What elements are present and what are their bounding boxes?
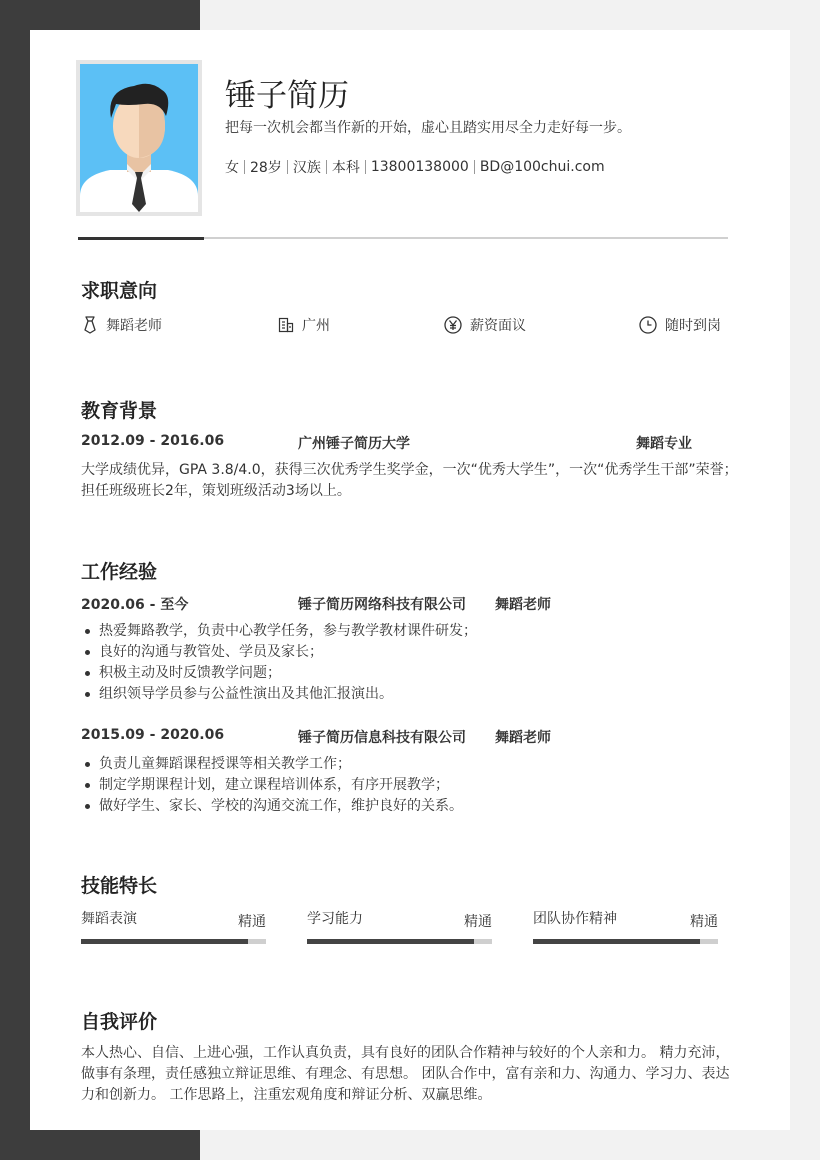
building-icon (278, 317, 294, 333)
section-title-self-evaluation: 自我评价 (81, 1011, 158, 1033)
list-item: 做好学生、家长、学校的沟通交流工作，维护良好的关系。 (81, 796, 463, 817)
info-phone: 13800138000 (370, 159, 469, 175)
avatar-icon (80, 64, 198, 212)
list-item: 制定学期课程计划，建立课程培训体系，有序开展教学； (81, 775, 463, 796)
section-title-education: 教育背景 (81, 400, 158, 422)
self-evaluation-text: 本人热心、自信、上进心强，工作认真负责，具有良好的团队合作精神与较好的个人亲和力。 精力充沛，做事有条理，责任感独立辩证思维、有理念、有思想。 团队合作中，富有亲和力、沟通力、学习力、表达力和创新力。 工作思路上，注重宏观角度和辩证分析、双赢思维。 (81, 1045, 730, 1103)
yen-icon (444, 316, 462, 334)
skill-level: 精通 (690, 914, 718, 930)
skill-bar-track (307, 939, 492, 944)
resume-motto: 把每一次机会都当作新的开始，虚心且踏实用尽全力走好每一步。 (225, 120, 631, 136)
skill-level: 精通 (238, 914, 266, 930)
info-email: BD@100chui.com (479, 159, 605, 175)
section-title-skills: 技能特长 (81, 875, 158, 897)
info-ethnicity: 汉族 (292, 160, 321, 176)
skill-level: 精通 (464, 914, 492, 930)
skill-bar-track (533, 939, 718, 944)
list-item: 负责儿童舞蹈课程授课等相关教学工作； (81, 754, 463, 775)
intent-availability (639, 315, 721, 335)
job-bullets (81, 621, 477, 705)
skill-name: 舞蹈表演 (81, 911, 137, 927)
personal-info (225, 157, 605, 177)
intent-salary-label: 薪资面议 (470, 318, 526, 334)
clock-icon (639, 316, 657, 334)
education-period: 2012.09 - 2016.06 (81, 433, 225, 449)
info-separator (287, 160, 288, 174)
list-item: 热爱舞路教学，负责中心教学任务，参与教学教材课件研发； (81, 621, 477, 642)
education-description: 大学成绩优异，GPA 3.8/4.0，获得三次优秀学生奖学金，一次“优秀大学生”，一次“优秀学生干部”荣誉；担任班级班长2年，策划班级活动3场以上。 (81, 462, 738, 499)
education-major: 舞蹈专业 (636, 436, 692, 452)
info-gender: 女 (225, 160, 239, 176)
list-item: 良好的沟通与教管处、学员及家长； (81, 642, 477, 663)
skill-name: 团队协作精神 (533, 911, 617, 927)
intent-city-label: 广州 (302, 318, 330, 334)
tie-icon (82, 316, 98, 334)
job-bullets (81, 754, 463, 817)
info-separator (365, 160, 366, 174)
list-item: 积极主动及时反馈教学问题； (81, 663, 477, 684)
section-title-intent: 求职意向 (81, 280, 158, 302)
info-age: 28岁 (250, 160, 282, 176)
profile-photo (76, 60, 202, 216)
section-title-work: 工作经验 (81, 561, 158, 583)
resume-page (30, 30, 790, 1130)
intent-position (82, 315, 162, 335)
job-period: 2015.09 - 2020.06 (81, 727, 225, 743)
info-degree: 本科 (331, 160, 360, 176)
skill-bar-track (81, 939, 266, 944)
skill-bar-fill (307, 939, 474, 944)
list-item: 组织领导学员参与公益性演出及其他汇报演出。 (81, 684, 477, 705)
education-school: 广州锤子简历大学 (298, 436, 410, 452)
intent-availability-label: 随时到岗 (665, 318, 721, 334)
resume-name: 锤子简历 (225, 78, 349, 114)
job-period: 2020.06 - 至今 (81, 597, 189, 613)
intent-salary (444, 315, 526, 335)
job-company: 锤子简历网络科技有限公司 (298, 597, 466, 613)
info-separator (326, 160, 327, 174)
skill-bar-fill (81, 939, 248, 944)
job-position: 舞蹈老师 (495, 730, 551, 746)
header-divider-accent (78, 237, 204, 240)
intent-position-label: 舞蹈老师 (106, 318, 162, 334)
skill-name: 学习能力 (307, 911, 363, 927)
skill-bar-fill (533, 939, 700, 944)
intent-city (278, 315, 330, 335)
info-separator (244, 160, 245, 174)
job-position: 舞蹈老师 (495, 597, 551, 613)
job-company: 锤子简历信息科技有限公司 (298, 730, 466, 746)
info-separator (474, 160, 475, 174)
